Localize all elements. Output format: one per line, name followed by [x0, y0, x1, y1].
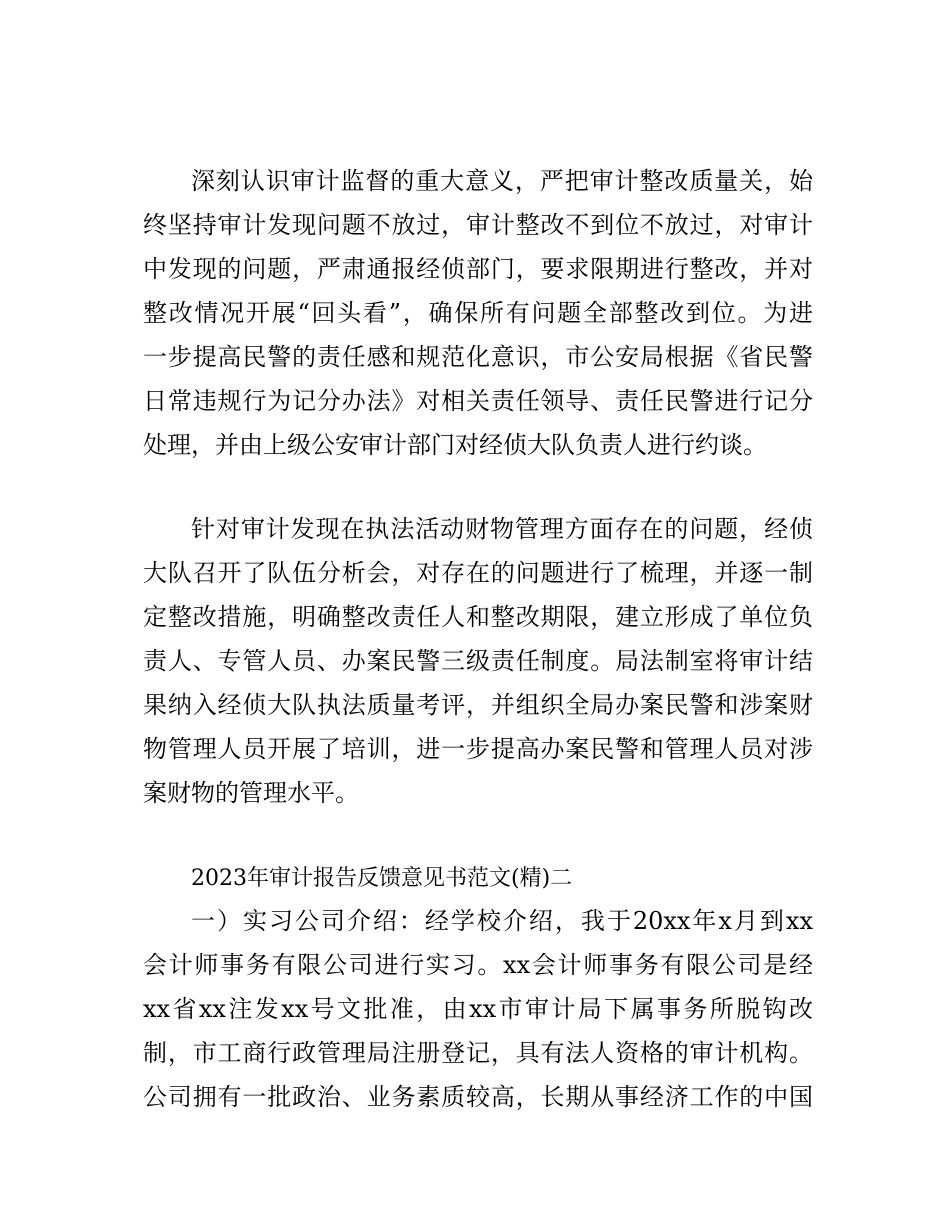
- paragraph-line: 中发现的问题，严肃通报经侦部门，要求限期进行整改，并对: [143, 255, 813, 283]
- paragraph-line: 果纳入经侦大队执法质量考评，并组织全局办案民警和涉案财: [143, 691, 813, 719]
- paragraph-line: 公司拥有一批政治、业务素质较高，长期从事经济工作的中国: [143, 1083, 813, 1111]
- paragraph-line: 日常违规行为记分办法》对相关责任领导、责任民警进行记分: [143, 387, 813, 415]
- paragraph-line: 制，市工商行政管理局注册登记，具有法人资格的审计机构。: [143, 1039, 813, 1067]
- paragraph-line: 深刻认识审计监督的重大意义，严把审计整改质量关，始: [191, 167, 813, 195]
- paragraph-line: 处理，并由上级公安审计部门对经侦大队负责人进行约谈。: [143, 431, 767, 459]
- paragraph-line: xx省xx注发xx号文批准，由xx市审计局下属事务所脱钩改: [143, 995, 813, 1023]
- paragraph-line: 一步提高民警的责任感和规范化意识，市公安局根据《省民警: [143, 343, 813, 371]
- paragraph-line: 一）实习公司介绍：经学校介绍，我于20xx年x月到xx: [191, 907, 813, 935]
- paragraph-line: 物管理人员开展了培训，进一步提高办案民警和管理人员对涉: [143, 735, 813, 763]
- paragraph-line: 整改情况开展“回头看”，确保所有问题全部整改到位。为进: [143, 299, 813, 327]
- paragraph-line: 针对审计发现在执法活动财物管理方面存在的问题，经侦: [191, 515, 813, 543]
- paragraph-line: 定整改措施，明确整改责任人和整改期限，建立形成了单位负: [143, 603, 813, 631]
- paragraph-line: 终坚持审计发现问题不放过，审计整改不到位不放过，对审计: [143, 211, 813, 239]
- paragraph-line: 责人、专管人员、办案民警三级责任制度。局法制室将审计结: [143, 647, 813, 675]
- paragraph-line: 大队召开了队伍分析会，对存在的问题进行了梳理，并逐一制: [143, 559, 813, 587]
- paragraph-line: 会计师事务有限公司进行实习。xx会计师事务有限公司是经: [143, 951, 813, 979]
- section-title: 2023年审计报告反馈意见书范文(精)二: [191, 866, 573, 891]
- paragraph-line: 案财物的管理水平。: [143, 779, 359, 807]
